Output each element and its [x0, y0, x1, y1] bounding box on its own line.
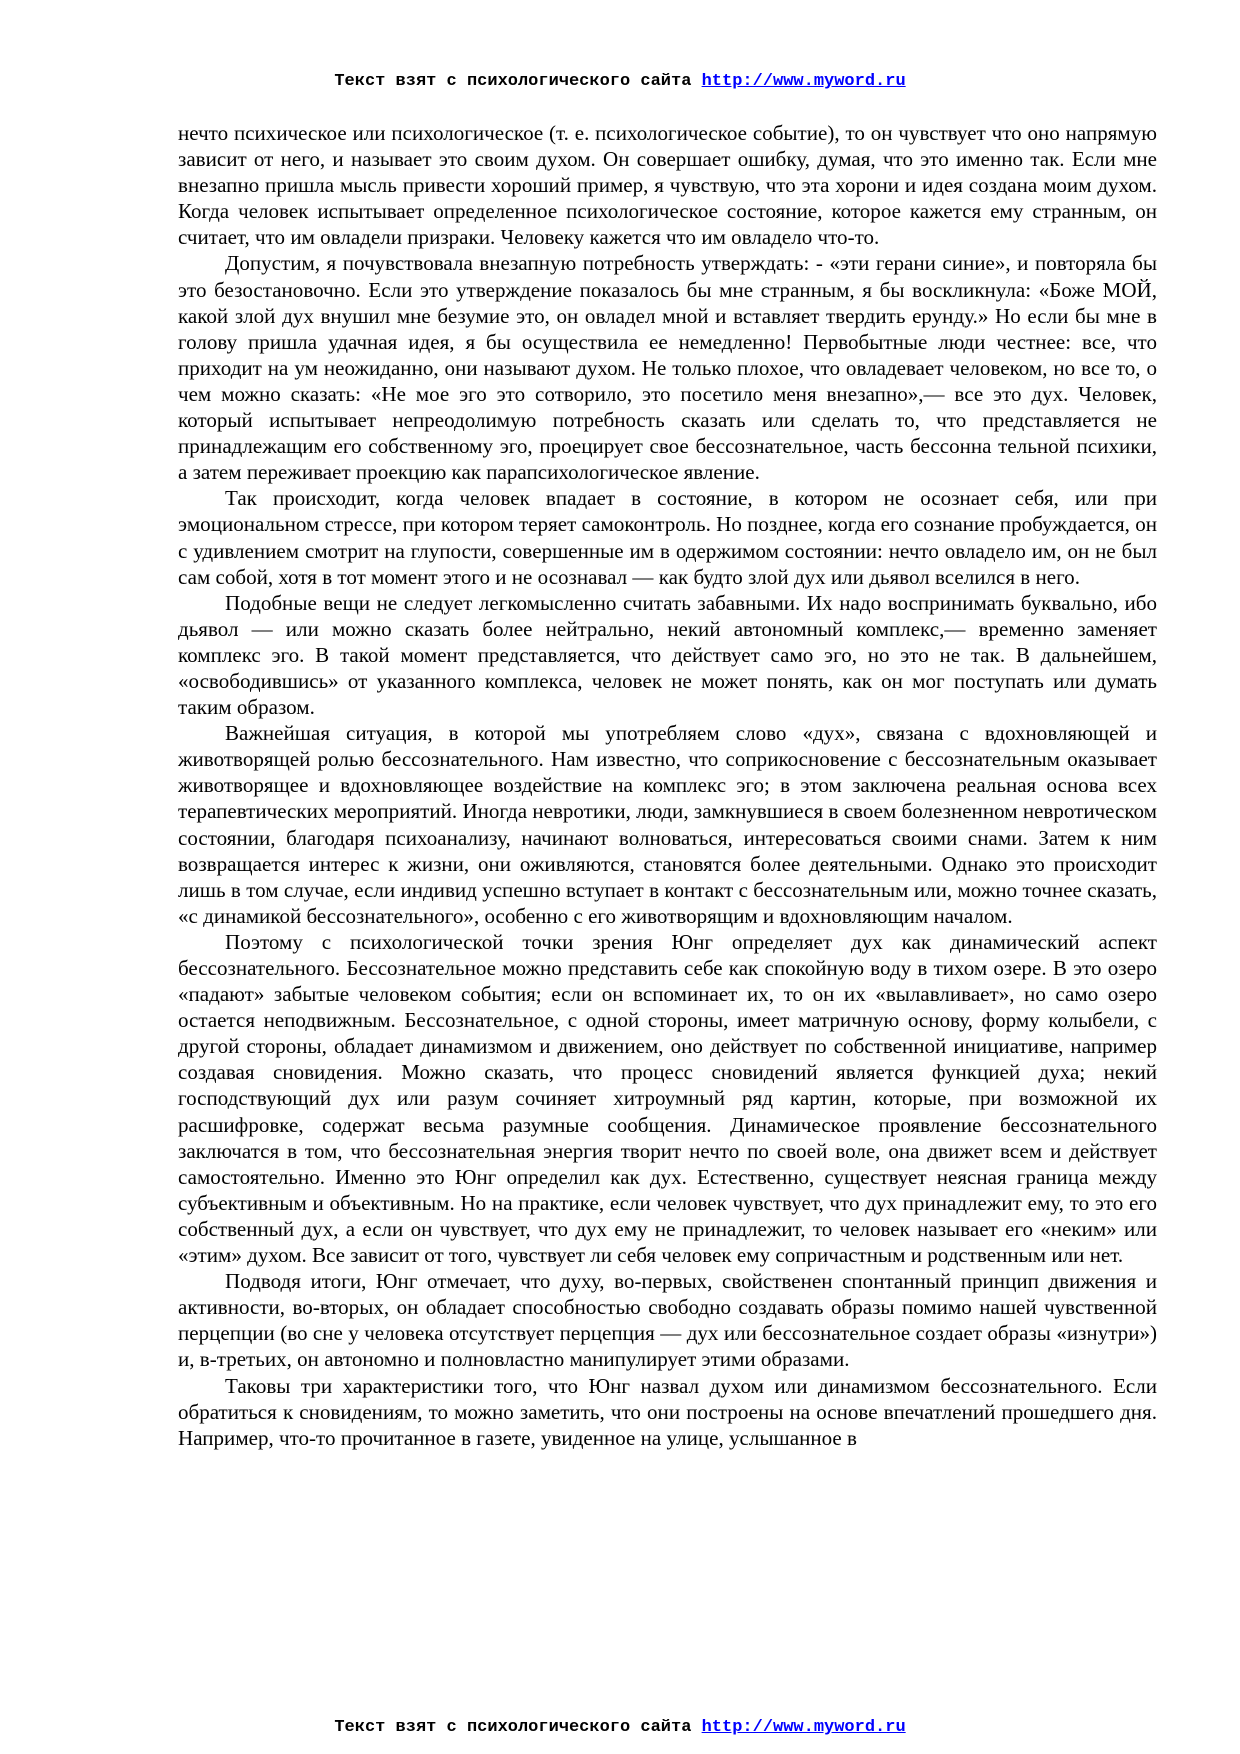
paragraph-4: Подобные вещи не следует легкомысленно считать забавными. Их надо воспринимать буквально, ибо дьявол — или можно сказать более нейтрально, некий автономный комплекс,— временно заменяет комплекс эго. В такой момент представляется, что действует само эго, но это не так. В дальнейшем, «освободившись» от указанного комплекса, человек не может понять, как он мог поступать или думать таким образом. — [178, 590, 1157, 720]
paragraph-7: Подводя итоги, Юнг отмечает, что духу, во-первых, свойственен спонтанный принцип движения и активности, во-вторых, он обладает способностью свободно создавать образы помимо нашей чувственной перцепции (во сне у человека отсутствует перцепция — дух или бессознательное создает образы «изнутри») и, в-третьих, он автономно и полновластно манипулирует этими образами. — [178, 1269, 1157, 1372]
document-body — [178, 120, 1157, 1451]
footer-site-link[interactable]: http://www.myword.ru — [701, 1718, 906, 1737]
header-site-link[interactable]: http://www.myword.ru — [701, 72, 906, 91]
paragraph-5: Важнейшая ситуация, в которой мы употребляем слово «дух», связана с вдохновляющей и животворящей ролью бессознательного. Нам известно, что соприкосновение с бессознательным оказывает животворящее и вдохновляющее воздействие на комплекс эго; в этом заключена реальная основа всех терапевтических мероприятий. Иногда невротики, люди, замкнувшиеся в своем болезненном невротическом состоянии, благодаря психоанализу, начинают волноваться, интересоваться своими снами. Затем к ним возвращается интерес к жизни, они оживляются, становятся более деятельными. Однако это происходит лишь в том случае, если индивид успешно вступает в контакт с бессознательным или, можно точнее сказать, «с динамикой бессознательного», особенно с его животворящим и вдохновляющим началом. — [178, 721, 1157, 928]
paragraph-8: Таковы три характеристики того, что Юнг назвал духом или динамизмом бессознательного. Если обратиться к сновидениям, то можно заметить, что они построены на основе впечатлений прошедшего дня. Например, что-то прочитанное в газете, увиденное на улице, услышанное в — [178, 1373, 1157, 1450]
header-text: Текст взят с психологического сайта — [334, 72, 692, 91]
page-header — [0, 72, 1240, 91]
paragraph-1: нечто психическое или психологическое (т. е. психологическое событие), то он чувствует что оно напрямую зависит от него, и называет это своим духом. Он совершает ошибку, думая, что это именно так. Если мне внезапно пришла мысль привести хороший пример, я чувствую, что эта хорони и идея создана моим духом. Когда человек испытывает определенное психологическое состояние, которое кажется ему странным, он считает, что им овладели призраки. Человеку кажется что им овладело что-то. — [178, 121, 1157, 250]
paragraph-2: Допустим, я почувствовала внезапную потребность утверждать: - «эти герани синие», и повторяла бы это безостановочно. Если это утверждение показалось бы мне странным, я бы воскликнула: «Боже МОЙ, какой злой дух внушил мне безумие это, он овладел мной и вставляет твердить ерунду.» Но если бы мне в голову пришла удачная идея, я бы осуществила ее немедленно! Первобытные люди честнее: все, что приходит на ум неожиданно, они называют духом. Не только плохое, что овладевает человеком, но все то, о чем можно сказать: «Не мое эго это сотворило, это посетило меня внезапно»,— все это дух. Человек, который испытывает непреодолимую потребность сказать или сделать то, что представляется не принадлежащим его собственному эго, проецирует свое бессознательное, часть бессонна тельной психики, а затем переживает проекцию как парапсихологическое явление. — [178, 251, 1157, 485]
footer-text: Текст взят с психологического сайта — [334, 1718, 692, 1737]
paragraph-6: Поэтому с психологической точки зрения Юнг определяет дух как динамический аспект бессознательного. Бессознательное можно представить себе как спокойную воду в тихом озере. В это озеро «падают» забытые человеком события; если он вспоминает их, то он их «вылавливает», но само озеро остается неподвижным. Бессознательное, с одной стороны, имеет матричную основу, форму колыбели, с другой стороны, обладает динамизмом и движением, оно действует по собственной инициативе, например создавая сновидения. Можно сказать, что процесс сновидений является функцией духа; некий господствующий дух или разум сочиняет хитроумный ряд картин, которые, при возможной их расшифровке, содержат весьма разумные сообщения. Динамическое проявление бессознательного заключатся в том, что бессознательная энергия творит нечто по своей воле, она движет всем и действует самостоятельно. Именно это Юнг определил как дух. Естественно, существует неясная граница между субъективным и объективным. Но на практике, если человек чувствует, что дух принадлежит ему, то это его собственный дух, а если он чувствует, что дух ему не принадлежит, то человек называет его «неким» или «этим» духом. Все зависит от того, чувствует ли себя человек ему сопричастным и родственным или нет. — [178, 929, 1157, 1268]
page-footer — [0, 1718, 1240, 1737]
paragraph-3: Так происходит, когда человек впадает в состояние, в котором не осознает себя, или при эмоциональном стрессе, при котором теряет самоконтроль. Но позднее, когда его сознание пробуждается, он с удивлением смотрит на глупости, совершенные им в одержимом состоянии: нечто овладело им, он не был сам собой, хотя в тот момент этого и не осознавал — как будто злой дух или дьявол вселился в него. — [178, 486, 1157, 589]
